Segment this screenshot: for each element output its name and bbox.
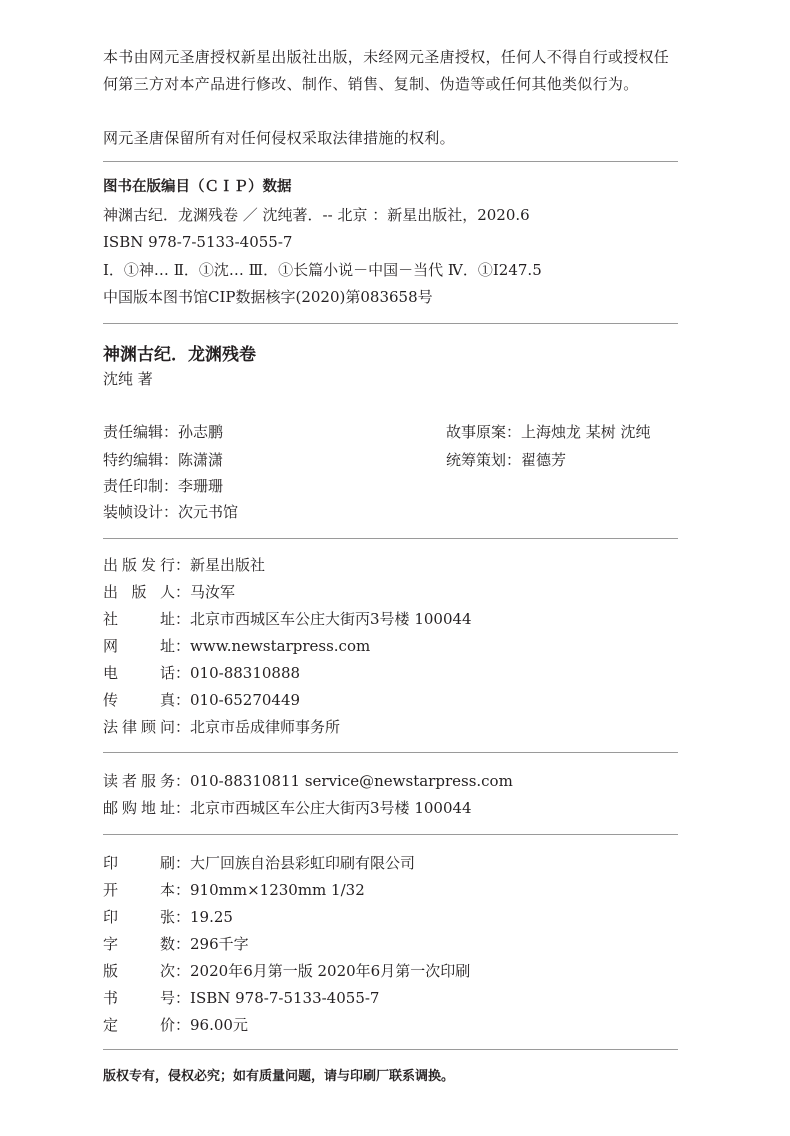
colon: ： <box>175 881 191 899</box>
info-label: 出 版 发 行 <box>103 556 175 574</box>
info-value: 2020年6月第一版 2020年6月第一次印刷 <box>190 962 471 980</box>
info-label: 邮 购 地 址 <box>103 799 175 817</box>
info-value: www.newstarpress.com <box>190 637 371 655</box>
info-label: 书 号 <box>103 989 175 1007</box>
info-row <box>103 663 300 683</box>
copyright-notice: 本书由网元圣唐授权新星出版社出版，未经网元圣唐授权，任何人不得自行或授权任何第三方对本产品进行修改、制作、销售、复制、伪造等或任何其他类似行为。 <box>103 48 670 93</box>
info-row <box>103 555 265 575</box>
colon: ： <box>175 772 191 790</box>
info-label: 版 次 <box>103 962 175 980</box>
info-value: 010-65270449 <box>190 691 301 709</box>
info-value: 北京市西城区车公庄大街丙3号楼 100044 <box>190 799 472 817</box>
info-label: 传 真 <box>103 691 175 709</box>
divider <box>103 538 678 539</box>
cip-line: 中国版本图书馆CIP数据核字(2020)第083658号 <box>103 288 433 306</box>
info-value: 大厂回族自治县彩虹印刷有限公司 <box>190 854 416 872</box>
rights-reserved-notice: 网元圣唐保留所有对任何侵权采取法律措施的权利。 <box>103 129 455 147</box>
colon: ： <box>175 799 191 817</box>
info-row <box>103 988 379 1008</box>
info-value: 96.00元 <box>190 1016 248 1034</box>
info-value: 马汝军 <box>190 583 236 601</box>
cip-line: ISBN 978-7-5133-4055-7 <box>103 233 293 251</box>
info-value: 910mm×1230mm 1/32 <box>190 881 365 899</box>
info-value: ISBN 978-7-5133-4055-7 <box>190 989 380 1007</box>
cip-heading: 图书在版编目（ＣＩＰ）数据 <box>103 179 292 195</box>
divider <box>103 1049 678 1050</box>
info-label: 读 者 服 务 <box>103 772 175 790</box>
info-row <box>103 717 340 737</box>
info-row <box>103 771 513 791</box>
colon: ： <box>175 989 191 1007</box>
info-row <box>103 853 415 873</box>
info-row <box>103 934 249 954</box>
info-label: 出 版 人 <box>103 583 175 601</box>
colon: ： <box>175 691 191 709</box>
book-title: 神渊古纪．龙渊残卷 <box>103 345 256 365</box>
colon: ： <box>175 664 191 682</box>
colon: ： <box>175 908 191 926</box>
info-row <box>103 1015 248 1035</box>
info-value: 010-88310888 <box>190 664 301 682</box>
info-row <box>103 609 472 629</box>
colon: ： <box>175 1016 191 1034</box>
info-row <box>103 880 365 900</box>
info-label: 电 话 <box>103 664 175 682</box>
colon: ： <box>175 610 191 628</box>
colon: ： <box>175 718 191 736</box>
divider <box>103 323 678 324</box>
credit-row: 故事原案：上海烛龙 某树 沈纯 <box>446 423 651 441</box>
book-author: 沈纯 著 <box>103 370 153 388</box>
info-value: 北京市岳成律师事务所 <box>190 718 341 736</box>
info-label: 社 址 <box>103 610 175 628</box>
info-label: 网 址 <box>103 637 175 655</box>
info-row <box>103 690 300 710</box>
credit-row: 统筹策划：翟德芳 <box>446 451 567 469</box>
info-label: 印 张 <box>103 908 175 926</box>
divider <box>103 752 678 753</box>
info-row <box>103 907 233 927</box>
info-value: 296千字 <box>190 935 249 953</box>
colon: ： <box>175 854 191 872</box>
colon: ： <box>175 962 191 980</box>
info-row <box>103 636 370 656</box>
cip-line: 神渊古纪．龙渊残卷 ／ 沈纯著．-- 北京 ：新星出版社，2020.6 <box>103 206 530 224</box>
credit-row: 装帧设计：次元书馆 <box>103 503 239 521</box>
info-value: 新星出版社 <box>190 556 266 574</box>
info-label: 定 价 <box>103 1016 175 1034</box>
info-label: 开 本 <box>103 881 175 899</box>
info-label: 法 律 顾 问 <box>103 718 175 736</box>
colon: ： <box>175 637 191 655</box>
info-label: 字 数 <box>103 935 175 953</box>
credit-row: 责任印制：李珊珊 <box>103 477 224 495</box>
info-label: 印 刷 <box>103 854 175 872</box>
info-row <box>103 582 235 602</box>
info-row <box>103 798 472 818</box>
colon: ： <box>175 583 191 601</box>
footer-notice: 版权专有，侵权必究；如有质量问题，请与印刷厂联系调换。 <box>103 1069 455 1084</box>
info-value: 19.25 <box>190 908 233 926</box>
divider <box>103 834 678 835</box>
credit-row: 特约编辑：陈潇潇 <box>103 451 224 469</box>
info-value: 北京市西城区车公庄大街丙3号楼 100044 <box>190 610 472 628</box>
colon: ： <box>175 935 191 953</box>
divider <box>103 161 678 162</box>
colon: ： <box>175 556 191 574</box>
info-row <box>103 961 470 981</box>
credit-row: 责任编辑：孙志鹏 <box>103 423 224 441</box>
info-value: 010-88310811 service@newstarpress.com <box>190 772 513 790</box>
cip-line: Ⅰ．①神… Ⅱ．①沈… Ⅲ．①长篇小说－中国－当代 Ⅳ．①I247.5 <box>103 261 542 279</box>
